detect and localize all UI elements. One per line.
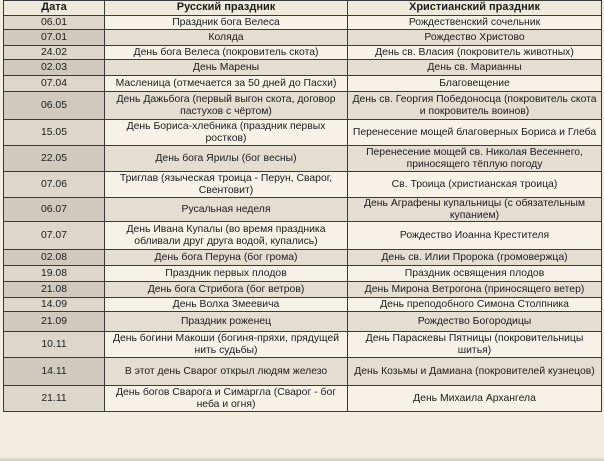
table-row: [4, 120, 602, 146]
table-row: [4, 222, 602, 250]
cell-date: 06.07: [4, 198, 105, 222]
cell-date: 21.08: [4, 282, 105, 298]
cell-christian: Перенесение мощей св. Николая Весеннего, приносящего тёплую погоду: [348, 146, 602, 172]
table-row: [4, 312, 602, 332]
cell-date: 22.05: [4, 146, 105, 172]
cell-russian: День бога Велеса (покровитель скота): [105, 46, 348, 60]
cell-christian: День Параскевы Пятницы (покровительницы шитья): [348, 332, 602, 358]
cell-christian: День св. Георгия Победоносца (покровитель скота и покровитель воинов): [348, 92, 602, 120]
table-row: [4, 282, 602, 298]
cell-date: 21.09: [4, 312, 105, 332]
cell-russian: Русальная неделя: [105, 198, 348, 222]
cell-russian: День Марены: [105, 60, 348, 76]
cell-date: 07.01: [4, 30, 105, 46]
table-row: [4, 172, 602, 198]
cell-russian: День богини Макоши (богиня-пряхи, прядущей нить судьбы): [105, 332, 348, 358]
cell-date: 10.11: [4, 332, 105, 358]
cell-christian: День св. Илии Пророка (громовержца): [348, 250, 602, 266]
cell-russian: День Волха Змеевича: [105, 298, 348, 312]
cell-date: 19.08: [4, 266, 105, 282]
cell-russian: День бога Перуна (бог грома): [105, 250, 348, 266]
cell-date: 14.11: [4, 358, 105, 386]
photo-edge-shadow: [0, 457, 604, 461]
cell-russian: Коляда: [105, 30, 348, 46]
cell-christian: Рождество Богородицы: [348, 312, 602, 332]
cell-christian: Рождество Иоанна Крестителя: [348, 222, 602, 250]
cell-date: 06.05: [4, 92, 105, 120]
cell-christian: День преподобного Симона Столпника: [348, 298, 602, 312]
table-row: [4, 30, 602, 46]
cell-christian: Благовещение: [348, 76, 602, 92]
cell-date: 24.02: [4, 46, 105, 60]
cell-russian: Праздник бога Велеса: [105, 16, 348, 30]
table-row: [4, 16, 602, 30]
table-row: [4, 358, 602, 386]
cell-russian: День Ивана Купалы (во время праздника обливали друг друга водой, купались): [105, 222, 348, 250]
header-russian: Русский праздник: [105, 1, 348, 16]
table-row: [4, 198, 602, 222]
cell-russian: День богов Сварога и Симаргла (Сварог - бог неба и огня): [105, 386, 348, 412]
table-row: [4, 46, 602, 60]
cell-date: 07.07: [4, 222, 105, 250]
header-christian: Христианский праздник: [348, 1, 602, 16]
table-row: [4, 250, 602, 266]
cell-russian: Праздник роженец: [105, 312, 348, 332]
cell-christian: День Аграфены купальницы (с обязательным купанием): [348, 198, 602, 222]
holidays-table: [3, 0, 602, 412]
cell-russian: Триглав (языческая троица - Перун, Сварог, Свентовит): [105, 172, 348, 198]
table-body: [4, 16, 602, 412]
header-date: Дата: [4, 1, 105, 16]
cell-christian: День св. Власия (покровитель животных): [348, 46, 602, 60]
cell-christian: Перенесение мощей благоверных Бориса и Глеба: [348, 120, 602, 146]
cell-russian: День бога Ярилы (бог весны): [105, 146, 348, 172]
cell-date: 06.01: [4, 16, 105, 30]
cell-russian: День Бориса-хлебника (праздник первых ростков): [105, 120, 348, 146]
table-row: [4, 386, 602, 412]
header-row: [4, 1, 602, 16]
cell-christian: Праздник освящения плодов: [348, 266, 602, 282]
cell-date: 07.06: [4, 172, 105, 198]
cell-christian: Рождество Христово: [348, 30, 602, 46]
cell-russian: В этот день Сварог открыл людям железо: [105, 358, 348, 386]
cell-date: 15.05: [4, 120, 105, 146]
table-row: [4, 76, 602, 92]
cell-date: 21.11: [4, 386, 105, 412]
cell-christian: День св. Марианны: [348, 60, 602, 76]
table-row: [4, 266, 602, 282]
table-row: [4, 332, 602, 358]
cell-russian: День бога Стрибога (бог ветров): [105, 282, 348, 298]
cell-christian: День Козьмы и Дамиана (покровителей кузнецов): [348, 358, 602, 386]
cell-date: 02.03: [4, 60, 105, 76]
table-row: [4, 60, 602, 76]
table-row: [4, 146, 602, 172]
cell-russian: Масленица (отмечается за 50 дней до Пасхи): [105, 76, 348, 92]
cell-date: 07.04: [4, 76, 105, 92]
cell-christian: Рождественский сочельник: [348, 16, 602, 30]
cell-christian: День Мирона Ветрогона (приносящего ветер): [348, 282, 602, 298]
cell-russian: День Дажьбога (первый выгон скота, договор пастухов с чёртом): [105, 92, 348, 120]
cell-russian: Праздник первых плодов: [105, 266, 348, 282]
cell-christian: Св. Троица (христианская троица): [348, 172, 602, 198]
cell-date: 02.08: [4, 250, 105, 266]
table-row: [4, 92, 602, 120]
cell-date: 14.09: [4, 298, 105, 312]
table-row: [4, 298, 602, 312]
cell-christian: День Михаила Архангела: [348, 386, 602, 412]
